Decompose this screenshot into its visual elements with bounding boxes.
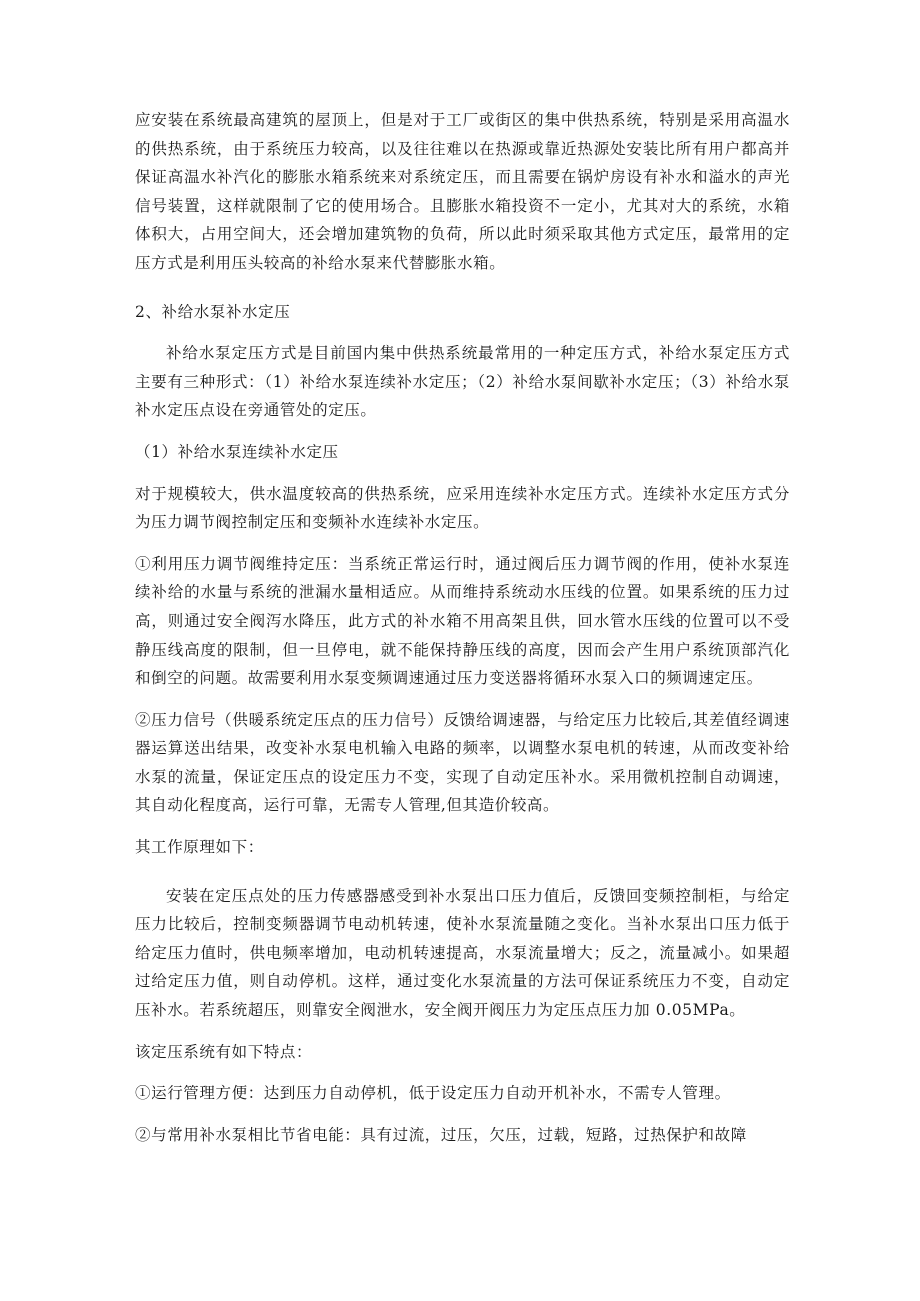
paragraph-working-principle: 安装在定压点处的压力传感器感受到补水泵出口压力值后，反馈回变频控制柜，与给定压力比较后，控制变频器调节电动机转速，使补水泵流量随之变化。当补水泵出口压力低于给定压力值时，供电频率增加，电动机转速提高，水泵流量增大；反之，流量减小。如果超过给定压力值，则自动停机。这样，通过变化水泵流量的方法可保证系统压力不变，自动定压补水。若系统超压，则靠安全阀泄水，安全阀开阀压力为定压点压力加 0.05MPa。 (135, 886, 790, 1020)
paragraph-working-principle-label: 其工作原理如下： (135, 838, 264, 857)
paragraph-pressure-valve-method: ①利用压力调节阀维持定压：当系统正常运行时，通过阀后压力调节阀的作用，使补水泵连续补给的水量与系统的泄漏水量相适应。从而维持系统动水压线的位置。如果系统的压力过高，则通过安全阀泻水降压，此方式的补水箱不用高架且供，回水管水压线的位置可以不受静压线高度的限制，但一旦停电，就不能保持静压线的高度，因而会产生用户系统顶部汽化和倒空的问题。故需要利用水泵变频调速通过压力变送器将循环水泵入口的频调速定压。 (135, 554, 790, 688)
subheading-continuous-makeup: （1）补给水泵连续补水定压 (135, 442, 339, 461)
paragraph-feature-1: ①运行管理方便：达到压力自动停机，低于设定压力自动开机补水，不需专人管理。 (135, 1084, 731, 1103)
paragraph-features-label: 该定压系统有如下特点： (135, 1042, 313, 1061)
section-heading-pump-makeup: 2、补给水泵补水定压 (135, 302, 291, 321)
paragraph-pump-methods-intro: 补给水泵定压方式是目前国内集中供热系统最常用的一种定压方式，补给水泵定压方式主要有三种形式：（1）补给水泵连续补水定压；（2）补给水泵间歇补水定压；（3）补给水泵补水定压点设在旁通管处的定压。 (135, 344, 790, 420)
document-page (135, 106, 790, 1149)
paragraph-feature-2: ②与常用补水泵相比节省电能：具有过流，过压，欠压，过载，短路，过热保护和故障 (135, 1125, 747, 1144)
paragraph-continuous-makeup-overview: 对于规模较大，供水温度较高的供热系统，应采用连续补水定压方式。连续补水定压方式分为压力调节阀控制定压和变频补水连续补水定压。 (135, 484, 790, 532)
paragraph-pressure-signal-feedback: ②压力信号（供暖系统定压点的压力信号）反馈给调速器，与给定压力比较后,其差值经调速器运算送出结果，改变补水泵电机输入电路的频率，以调整水泵电机的转速，从而改变补给水泵的流量，保证定压点的设定压力不变，实现了自动定压补水。采用微机控制自动调速，其自动化程度高，运行可靠，无需专人管理,但其造价较高。 (135, 710, 790, 815)
paragraph-expansion-tank-limits: 应安装在系统最高建筑的屋顶上，但是对于工厂或街区的集中供热系统，特别是采用高温水的供热系统，由于系统压力较高，以及往往难以在热源或靠近热源处安装比所有用户都高并保证高温水补汽化的膨胀水箱系统来对系统定压，而且需要在锅炉房设有补水和溢水的声光信号装置，这样就限制了它的使用场合。且膨胀水箱投资不一定小，尤其对大的系统，水箱体积大，占用空间大，还会增加建筑物的负荷，所以此时须采取其他方式定压，最常用的定压方式是利用压头较高的补给水泵来代替膨胀水箱。 (135, 111, 790, 272)
